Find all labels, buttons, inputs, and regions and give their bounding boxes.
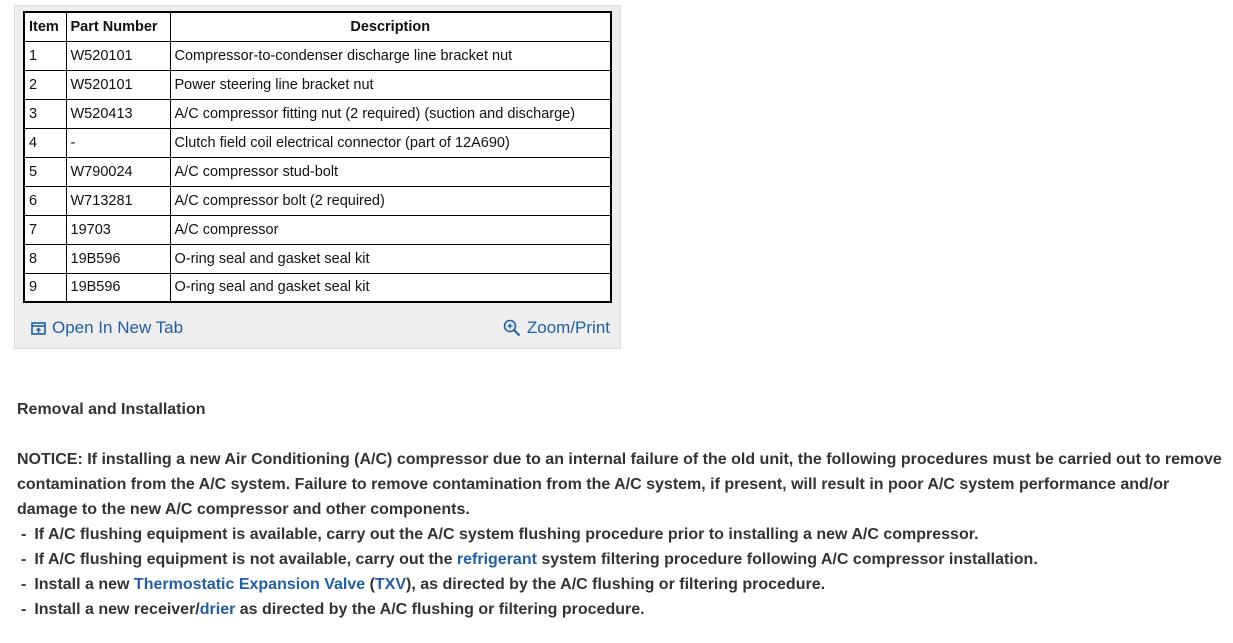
bullet-dash: -	[21, 526, 27, 543]
refrigerant-link[interactable]: refrigerant	[456, 551, 537, 568]
cell-item: 1	[24, 41, 66, 70]
table-row	[24, 128, 611, 157]
list-item	[17, 572, 1227, 597]
cell-item: 9	[24, 273, 66, 302]
table-row	[24, 244, 611, 273]
header-description: Description	[170, 12, 611, 41]
table-row	[24, 186, 611, 215]
thermostatic-expansion-valve-link[interactable]: Thermostatic Expansion Valve	[133, 576, 366, 593]
cell-item: 6	[24, 186, 66, 215]
cell-part-number: W520101	[66, 70, 170, 99]
bullet-dash: -	[21, 601, 27, 618]
section-title: Removal and Installation	[17, 401, 206, 418]
cell-item: 4	[24, 128, 66, 157]
cell-part-number: W520101	[66, 41, 170, 70]
cell-part-number: -	[66, 128, 170, 157]
parts-table	[23, 11, 612, 303]
open-in-new-tab-icon	[31, 322, 46, 335]
cell-description: A/C compressor fitting nut (2 required) (suction and discharge)	[170, 99, 611, 128]
header-part-number: Part Number	[66, 12, 170, 41]
list-item	[17, 522, 1227, 547]
bullet-dash: -	[21, 551, 27, 568]
cell-description: Compressor-to-condenser discharge line bracket nut	[170, 41, 611, 70]
cell-description: Power steering line bracket nut	[170, 70, 611, 99]
cell-part-number: 19703	[66, 215, 170, 244]
cell-description: A/C compressor stud-bolt	[170, 157, 611, 186]
cell-item: 8	[24, 244, 66, 273]
bullet-text: system filtering procedure following A/C compressor installation.	[536, 551, 1038, 568]
cell-description: A/C compressor	[170, 215, 611, 244]
cell-part-number: 19B596	[66, 244, 170, 273]
cell-description: A/C compressor bolt (2 required)	[170, 186, 611, 215]
table-row	[24, 41, 611, 70]
cell-part-number: W520413	[66, 99, 170, 128]
cell-description: O-ring seal and gasket seal kit	[170, 244, 611, 273]
cell-item: 3	[24, 99, 66, 128]
drier-link[interactable]: drier	[199, 601, 236, 618]
table-row	[24, 99, 611, 128]
cell-item: 2	[24, 70, 66, 99]
zoom-print-link[interactable]	[503, 318, 610, 338]
procedure-article	[17, 397, 1227, 622]
header-item: Item	[24, 12, 66, 41]
table-header-row	[24, 12, 611, 41]
open-in-new-tab-link[interactable]	[31, 318, 183, 338]
notice-paragraph: NOTICE: If installing a new Air Conditioning (A/C) compressor due to an internal failure of the old unit, the following procedures must be carried out to remove contamination from the A/C system. Failure to remove contamination from the A/C system, if present, will result in poor A/C system performance and/or damage to the new A/C compressor and other components.	[17, 451, 1222, 518]
bullet-text: ), as directed by the A/C flushing or filtering procedure.	[406, 576, 826, 593]
bullet-text: Install a new receiver/	[34, 601, 200, 618]
table-row	[24, 215, 611, 244]
table-row	[24, 157, 611, 186]
bullet-text: If A/C flushing equipment is not available, carry out the	[34, 551, 457, 568]
cell-description: O-ring seal and gasket seal kit	[170, 273, 611, 302]
table-panel-footer	[31, 318, 610, 342]
open-in-new-tab-label: Open In New Tab	[52, 318, 184, 337]
notice-bullet-list	[17, 522, 1227, 622]
cell-item: 7	[24, 215, 66, 244]
cell-part-number: W713281	[66, 186, 170, 215]
cell-part-number: W790024	[66, 157, 170, 186]
bullet-text: If A/C flushing equipment is available, carry out the A/C system flushing procedure prior to installing a new A/C compressor.	[34, 526, 979, 543]
bullet-text: (	[365, 576, 375, 593]
bullet-dash: -	[21, 576, 27, 593]
list-item	[17, 597, 1227, 622]
cell-description: Clutch field coil electrical connector (part of 12A690)	[170, 128, 611, 157]
bullet-text: as directed by the A/C flushing or filtering procedure.	[235, 601, 645, 618]
txv-link[interactable]: TXV	[374, 576, 407, 593]
list-item	[17, 547, 1227, 572]
table-row	[24, 273, 611, 302]
zoom-in-icon	[503, 319, 521, 337]
zoom-print-label: Zoom/Print	[526, 318, 610, 337]
parts-table-panel	[14, 5, 621, 349]
cell-item: 5	[24, 157, 66, 186]
bullet-text: Install a new	[34, 576, 134, 593]
cell-part-number: 19B596	[66, 273, 170, 302]
table-row	[24, 70, 611, 99]
